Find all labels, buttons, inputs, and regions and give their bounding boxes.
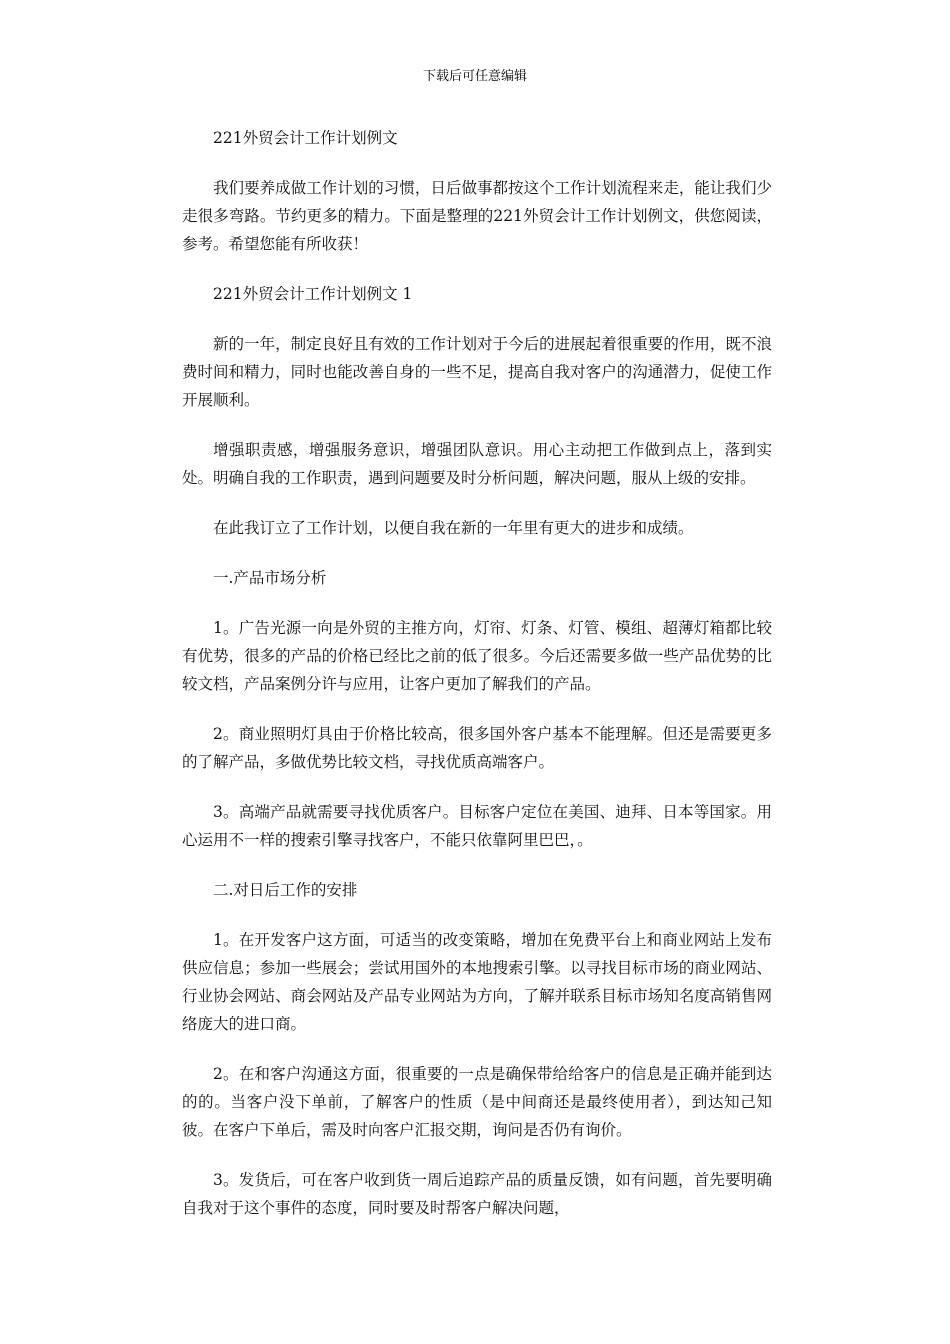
body-paragraph: 增强职责感，增强服务意识，增强团队意识。用心主动把工作做到点上，落到实处。明确自我的工作职责，遇到问题要及时分析问题，解决问题，服从上级的安排。 (182, 441, 772, 487)
page-header-note: 下载后可任意编辑 (422, 69, 527, 84)
part2-item: 2。在和客户沟通这方面，很重要的一点是确保带给给客户的信息是正确并能到达的的。当客户没下单前，了解客户的性质（是中间商还是最终使用者），到达知己知彼。在客户下单后，需及时向客户汇报交期，询问是否仍有询价。 (182, 1065, 772, 1139)
body-paragraph: 新的一年，制定良好且有效的工作计划对于今后的进展起着很重要的作用，既不浪费时间和精力，同时也能改善自身的一些不足，提高自我对客户的沟通潜力，促使工作开展顺利。 (182, 335, 772, 409)
part1-item: 3。高端产品就需要寻找优质客户。目标客户定位在美国、迪拜、日本等国家。用心运用不一样的搜索引擎寻找客户，不能只依靠阿里巴巴，。 (182, 803, 772, 849)
part2-item: 1。在开发客户这方面，可适当的改变策略，增加在免费平台上和商业网站上发布供应信息；参加一些展会；尝试用国外的本地搜索引擎。以寻找目标市场的商业网站、行业协会网站、商会网站及产品专业网站为方向，了解并联系目标市场知名度高销售网络庞大的进口商。 (182, 931, 772, 1033)
document-title: 221外贸会计工作计划例文 (213, 129, 398, 147)
part1-item: 2。商业照明灯具由于价格比较高，很多国外客户基本不能理解。但还是需要更多的了解产品，多做优势比较文档，寻找优质高端客户。 (182, 725, 772, 771)
part2-heading: 二.对日后工作的安排 (213, 881, 358, 899)
part2-item: 3。发货后，可在客户收到货一周后追踪产品的质量反馈，如有问题，首先要明确自我对于这个事件的态度，同时要及时帮客户解决问题， (182, 1171, 772, 1217)
part1-heading: 一.产品市场分析 (213, 569, 327, 587)
part1-item: 1。广告光源一向是外贸的主推方向，灯帘、灯条、灯管、模组、超薄灯箱都比较有优势，很多的产品的价格已经比之前的低了很多。今后还需要多做一些产品优势的比较文档，产品案例分许与应用，让客户更加了解我们的产品。 (182, 619, 772, 693)
intro-paragraph: 我们要养成做工作计划的习惯，日后做事都按这个工作计划流程来走，能让我们少走很多弯路。节约更多的精力。下面是整理的221外贸会计工作计划例文，供您阅读，参考。希望您能有所收获！ (182, 179, 772, 253)
section-title: 221外贸会计工作计划例文 1 (213, 285, 413, 303)
document-body (182, 124, 772, 1244)
body-paragraph: 在此我订立了工作计划，以便自我在新的一年里有更大的进步和成绩。 (213, 519, 694, 537)
